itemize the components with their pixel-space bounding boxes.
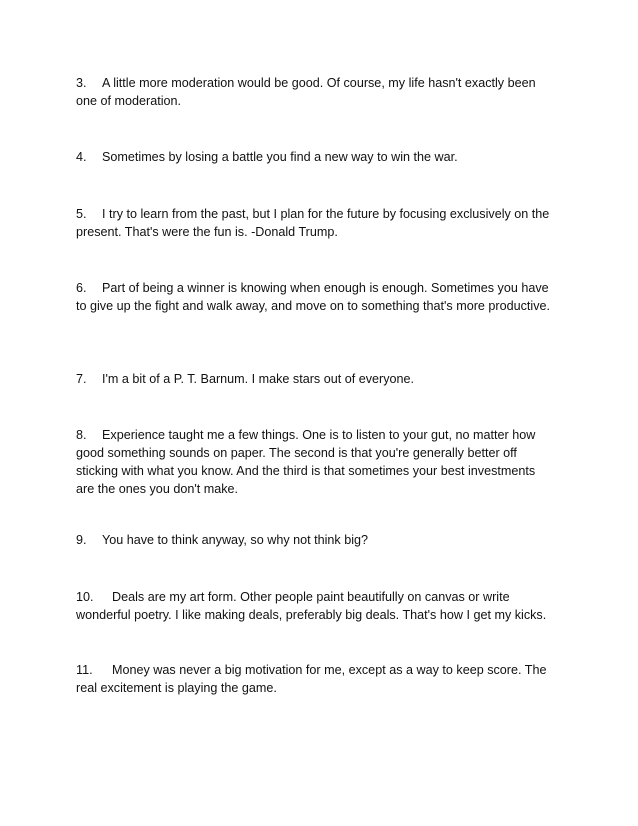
item-number: 5. bbox=[76, 207, 87, 221]
list-item bbox=[76, 588, 554, 624]
item-text: Deals are my art form. Other people paint beautifully on canvas or write wonderful poetry. I like making deals, preferably big deals. That's how I get my kicks. bbox=[76, 590, 547, 622]
item-number: 6. bbox=[76, 281, 87, 295]
list-item bbox=[76, 205, 554, 241]
item-text: Part of being a winner is knowing when enough is enough. Sometimes you have to give up the fight and walk away, and move on to something that's more productive. bbox=[76, 281, 551, 313]
item-text: Money was never a big motivation for me, except as a way to keep score. The real excitement is playing the game. bbox=[76, 663, 547, 695]
list-item bbox=[76, 426, 554, 498]
item-number: 3. bbox=[76, 76, 87, 90]
list-item bbox=[76, 148, 554, 166]
item-number: 11. bbox=[76, 663, 93, 677]
item-text: I try to learn from the past, but I plan for the future by focusing exclusively on the present. That's were the fun is. -Donald Trump. bbox=[76, 207, 550, 239]
item-number: 7. bbox=[76, 372, 87, 386]
item-number: 10. bbox=[76, 590, 94, 604]
list-item bbox=[76, 279, 554, 315]
item-text: Sometimes by losing a battle you find a new way to win the war. bbox=[102, 150, 458, 164]
item-number: 8. bbox=[76, 428, 87, 442]
list-item bbox=[76, 370, 554, 388]
list-item bbox=[76, 661, 554, 697]
item-number: 9. bbox=[76, 533, 87, 547]
item-text: I'm a bit of a P. T. Barnum. I make stars out of everyone. bbox=[102, 372, 415, 386]
list-item bbox=[76, 531, 554, 549]
item-text: Experience taught me a few things. One is to listen to your gut, no matter how good something sounds on paper. The second is that you're generally better off sticking with what you know. And the third is that sometimes your best investments are the ones you don't make. bbox=[76, 428, 536, 496]
item-number: 4. bbox=[76, 150, 87, 164]
item-text: A little more moderation would be good. Of course, my life hasn't exactly been one of moderation. bbox=[76, 76, 536, 108]
item-text: You have to think anyway, so why not think big? bbox=[102, 533, 369, 547]
list-item bbox=[76, 74, 554, 110]
